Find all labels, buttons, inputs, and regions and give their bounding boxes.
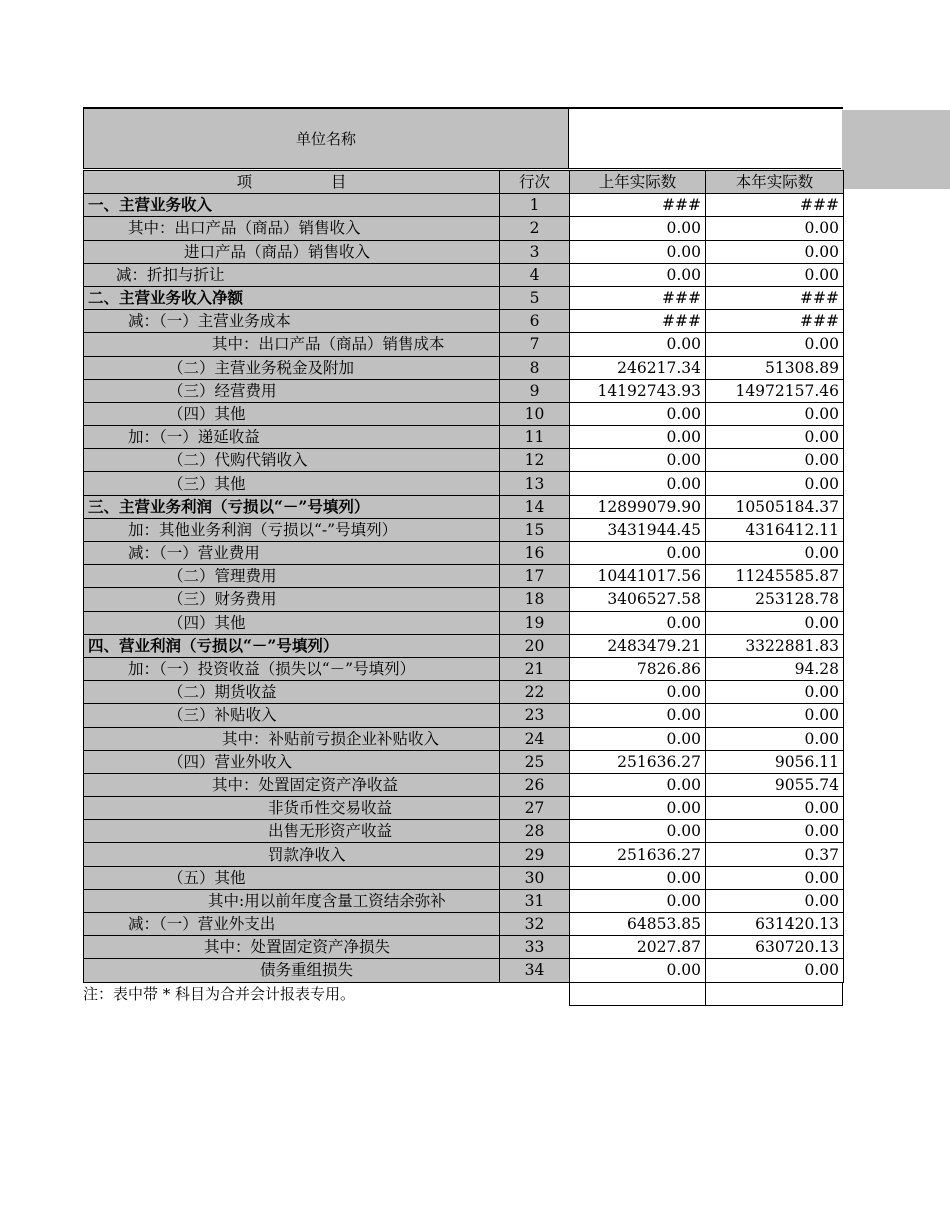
row-curr-year-value[interactable]: 11245585.87 [706, 565, 844, 588]
row-prev-year-value[interactable]: 251636.27 [570, 843, 706, 866]
row-prev-year-value[interactable]: 0.00 [570, 773, 706, 796]
row-curr-year-value[interactable]: 0.00 [706, 426, 844, 449]
row-item-name: 减：折扣与折让 [84, 263, 500, 286]
row-line-number: 16 [500, 542, 570, 565]
row-prev-year-value[interactable]: 0.00 [570, 217, 706, 240]
row-prev-year-value[interactable]: 2027.87 [570, 936, 706, 959]
row-curr-year-value[interactable]: 631420.13 [706, 913, 844, 936]
row-line-number: 24 [500, 727, 570, 750]
table-row [84, 843, 844, 866]
row-item-name: 三、主营业务利润（亏损以“－”号填列） [84, 495, 500, 518]
row-prev-year-value[interactable]: 64853.85 [570, 913, 706, 936]
note-row [83, 983, 843, 1007]
table-row [84, 542, 844, 565]
table-row [84, 750, 844, 773]
row-curr-year-value[interactable]: 0.00 [706, 333, 844, 356]
row-prev-year-value[interactable]: 0.00 [570, 263, 706, 286]
row-prev-year-value[interactable]: 0.00 [570, 449, 706, 472]
row-item-name: 其中：补贴前亏损企业补贴收入 [84, 727, 500, 750]
table-row [84, 518, 844, 541]
row-prev-year-value[interactable]: 0.00 [570, 542, 706, 565]
income-statement-sheet [83, 107, 843, 1007]
row-prev-year-value[interactable]: 0.00 [570, 704, 706, 727]
table-row [84, 426, 844, 449]
row-line-number: 1 [500, 194, 570, 217]
row-prev-year-value[interactable]: ### [570, 310, 706, 333]
unit-name-value[interactable] [569, 109, 841, 169]
note-empty-cells [569, 983, 843, 1006]
table-row [84, 356, 844, 379]
row-item-name: 加：（一）投资收益（损失以“－”号填列） [84, 657, 500, 680]
row-item-name: （三）补贴收入 [84, 704, 500, 727]
row-curr-year-value[interactable]: 0.37 [706, 843, 844, 866]
row-prev-year-value[interactable]: 0.00 [570, 797, 706, 820]
row-prev-year-value[interactable]: 10441017.56 [570, 565, 706, 588]
row-item-name: （二）管理费用 [84, 565, 500, 588]
row-item-name: 减：（一）营业外支出 [84, 913, 500, 936]
row-line-number: 13 [500, 472, 570, 495]
row-item-name: 其中：处置固定资产净损失 [84, 936, 500, 959]
row-item-name: 二、主营业务收入净额 [84, 286, 500, 309]
row-curr-year-value[interactable]: 0.00 [706, 681, 844, 704]
row-line-number: 6 [500, 310, 570, 333]
table-row [84, 588, 844, 611]
table-row [84, 773, 844, 796]
row-item-name: 债务重组损失 [84, 959, 500, 982]
row-line-number: 31 [500, 889, 570, 912]
row-prev-year-value[interactable]: 0.00 [570, 333, 706, 356]
table-row [84, 333, 844, 356]
row-item-name: （二）代购代销收入 [84, 449, 500, 472]
row-item-name: 其中:用以前年度含量工资结余弥补 [84, 889, 500, 912]
row-curr-year-value[interactable]: 4316412.11 [706, 518, 844, 541]
table-row [84, 797, 844, 820]
table-row [84, 913, 844, 936]
row-curr-year-value[interactable]: 10505184.37 [706, 495, 844, 518]
row-curr-year-value[interactable]: 0.00 [706, 866, 844, 889]
table-row [84, 402, 844, 425]
col-header-prev: 上年实际数 [570, 171, 706, 194]
row-item-name: （二）主营业务税金及附加 [84, 356, 500, 379]
row-item-name: （二）期货收益 [84, 681, 500, 704]
row-line-number: 10 [500, 402, 570, 425]
row-line-number: 19 [500, 611, 570, 634]
row-prev-year-value[interactable]: 7826.86 [570, 657, 706, 680]
col-header-item: 项 目 [84, 171, 500, 194]
table-row [84, 889, 844, 912]
row-line-number: 3 [500, 240, 570, 263]
row-prev-year-value[interactable]: 0.00 [570, 866, 706, 889]
row-prev-year-value[interactable]: 0.00 [570, 402, 706, 425]
row-curr-year-value[interactable]: 0.00 [706, 889, 844, 912]
table-row [84, 681, 844, 704]
row-item-name: 非货币性交易收益 [84, 797, 500, 820]
row-line-number: 34 [500, 959, 570, 982]
row-curr-year-value[interactable]: 0.00 [706, 820, 844, 843]
table-row [84, 194, 844, 217]
row-curr-year-value[interactable]: 0.00 [706, 240, 844, 263]
row-curr-year-value[interactable]: 0.00 [706, 449, 844, 472]
row-item-name: 一、主营业务收入 [84, 194, 500, 217]
row-prev-year-value[interactable]: 3406527.58 [570, 588, 706, 611]
row-curr-year-value[interactable]: 0.00 [706, 727, 844, 750]
sheet-header [83, 107, 843, 170]
row-curr-year-value[interactable]: ### [706, 286, 844, 309]
row-curr-year-value[interactable]: 0.00 [706, 402, 844, 425]
row-item-name: 其中：出口产品（商品）销售成本 [84, 333, 500, 356]
row-curr-year-value[interactable]: 0.00 [706, 542, 844, 565]
table-row [84, 959, 844, 982]
table-row [84, 472, 844, 495]
row-item-name: 进口产品（商品）销售收入 [84, 240, 500, 263]
row-item-name: 加：（一）递延收益 [84, 426, 500, 449]
row-prev-year-value[interactable]: 0.00 [570, 472, 706, 495]
table-row [84, 611, 844, 634]
row-line-number: 9 [500, 379, 570, 402]
row-curr-year-value[interactable]: 0.00 [706, 472, 844, 495]
row-curr-year-value[interactable]: 94.28 [706, 657, 844, 680]
row-item-name: （三）其他 [84, 472, 500, 495]
row-line-number: 33 [500, 936, 570, 959]
row-prev-year-value[interactable]: 0.00 [570, 889, 706, 912]
col-header-line: 行次 [500, 171, 570, 194]
row-line-number: 25 [500, 750, 570, 773]
row-item-name: 减：（一）营业费用 [84, 542, 500, 565]
row-prev-year-value[interactable]: 14192743.93 [570, 379, 706, 402]
table-row [84, 657, 844, 680]
row-prev-year-value[interactable]: 0.00 [570, 611, 706, 634]
table-row [84, 240, 844, 263]
row-item-name: （五）其他 [84, 866, 500, 889]
row-curr-year-value[interactable]: 9056.11 [706, 750, 844, 773]
row-item-name: 加：其他业务利润（亏损以“-”号填列） [84, 518, 500, 541]
row-prev-year-value[interactable]: 0.00 [570, 426, 706, 449]
statement-table [83, 170, 844, 983]
table-row [84, 727, 844, 750]
row-curr-year-value[interactable]: 14972157.46 [706, 379, 844, 402]
row-curr-year-value[interactable]: 0.00 [706, 959, 844, 982]
row-curr-year-value[interactable]: 253128.78 [706, 588, 844, 611]
row-item-name: 出售无形资产收益 [84, 820, 500, 843]
row-line-number: 12 [500, 449, 570, 472]
table-row [84, 217, 844, 240]
row-line-number: 21 [500, 657, 570, 680]
table-row [84, 634, 844, 657]
row-item-name: （四）其他 [84, 611, 500, 634]
row-line-number: 11 [500, 426, 570, 449]
row-prev-year-value[interactable]: 12899079.90 [570, 495, 706, 518]
row-prev-year-value[interactable]: ### [570, 194, 706, 217]
table-row [84, 936, 844, 959]
table-row [84, 565, 844, 588]
row-item-name: 其中：处置固定资产净收益 [84, 773, 500, 796]
row-line-number: 17 [500, 565, 570, 588]
footnote: 注：表中带 * 科目为合并会计报表专用。 [83, 984, 356, 1003]
row-line-number: 32 [500, 913, 570, 936]
row-curr-year-value[interactable]: 9055.74 [706, 773, 844, 796]
row-prev-year-value[interactable]: 251636.27 [570, 750, 706, 773]
grey-side-block [842, 110, 950, 189]
row-line-number: 14 [500, 495, 570, 518]
row-line-number: 8 [500, 356, 570, 379]
row-prev-year-value[interactable]: 0.00 [570, 959, 706, 982]
row-curr-year-value[interactable]: 0.00 [706, 217, 844, 240]
row-line-number: 29 [500, 843, 570, 866]
row-curr-year-value[interactable]: 0.00 [706, 704, 844, 727]
row-prev-year-value[interactable]: 0.00 [570, 240, 706, 263]
row-curr-year-value[interactable]: 0.00 [706, 797, 844, 820]
unit-name-label: 单位名称 [83, 109, 569, 169]
table-row [84, 449, 844, 472]
row-item-name: 罚款净收入 [84, 843, 500, 866]
row-line-number: 18 [500, 588, 570, 611]
row-line-number: 2 [500, 217, 570, 240]
table-row [84, 866, 844, 889]
row-line-number: 28 [500, 820, 570, 843]
table-row [84, 495, 844, 518]
row-prev-year-value[interactable]: 2483479.21 [570, 634, 706, 657]
row-item-name: 四、营业利润（亏损以“－”号填列） [84, 634, 500, 657]
row-line-number: 15 [500, 518, 570, 541]
col-header-curr: 本年实际数 [706, 171, 844, 194]
row-line-number: 4 [500, 263, 570, 286]
row-curr-year-value[interactable]: 0.00 [706, 263, 844, 286]
row-line-number: 30 [500, 866, 570, 889]
row-line-number: 23 [500, 704, 570, 727]
row-item-name: （三）经营费用 [84, 379, 500, 402]
row-curr-year-value[interactable]: ### [706, 194, 844, 217]
row-prev-year-value[interactable]: 246217.34 [570, 356, 706, 379]
table-row [84, 820, 844, 843]
row-item-name: （四）其他 [84, 402, 500, 425]
row-curr-year-value[interactable]: 630720.13 [706, 936, 844, 959]
row-line-number: 22 [500, 681, 570, 704]
row-prev-year-value[interactable]: ### [570, 286, 706, 309]
row-prev-year-value[interactable]: 3431944.45 [570, 518, 706, 541]
row-item-name: 其中：出口产品（商品）销售收入 [84, 217, 500, 240]
table-row [84, 704, 844, 727]
row-prev-year-value[interactable]: 0.00 [570, 727, 706, 750]
row-line-number: 5 [500, 286, 570, 309]
row-line-number: 7 [500, 333, 570, 356]
row-line-number: 27 [500, 797, 570, 820]
row-curr-year-value[interactable]: 0.00 [706, 611, 844, 634]
row-item-name: 减：（一）主营业务成本 [84, 310, 500, 333]
table-row [84, 286, 844, 309]
row-item-name: （四）营业外收入 [84, 750, 500, 773]
row-item-name: （三）财务费用 [84, 588, 500, 611]
row-prev-year-value[interactable]: 0.00 [570, 820, 706, 843]
table-row [84, 263, 844, 286]
row-curr-year-value[interactable]: 3322881.83 [706, 634, 844, 657]
row-line-number: 26 [500, 773, 570, 796]
column-header-row [84, 171, 844, 194]
row-curr-year-value[interactable]: 51308.89 [706, 356, 844, 379]
table-row [84, 310, 844, 333]
row-prev-year-value[interactable]: 0.00 [570, 681, 706, 704]
row-line-number: 20 [500, 634, 570, 657]
table-row [84, 379, 844, 402]
row-curr-year-value[interactable]: ### [706, 310, 844, 333]
